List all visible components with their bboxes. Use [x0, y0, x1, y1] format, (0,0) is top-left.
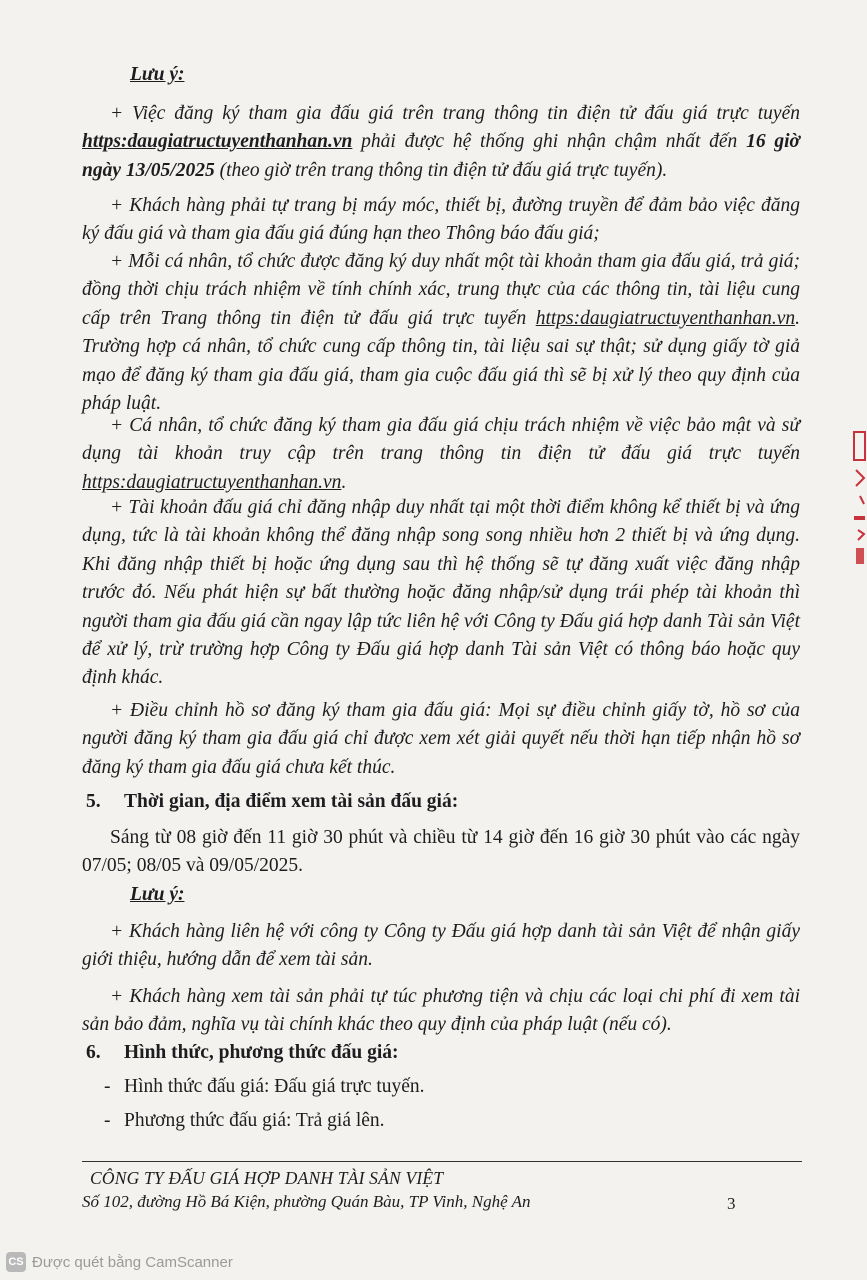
- bullet-item: [104, 1076, 425, 1098]
- note-item-single-account: [82, 248, 800, 418]
- note-text: . Trường hợp cá nhân, tổ chức cung cấp thông tin, tài liệu sai sự thật; sử dụng giấy tờ giả mạo để đăng ký tham gia đấu giá, tham gia cuộc đấu giá thì sẽ bị xử lý theo quy định của pháp luật.: [82, 307, 800, 415]
- section-5-body: [82, 824, 800, 881]
- camscanner-logo-icon: CS: [6, 1252, 26, 1272]
- website-link[interactable]: https:daugiatructuyenthanhan.vn: [535, 307, 796, 329]
- section-6-heading: [86, 1042, 399, 1064]
- note-text: + Điều chỉnh hồ sơ đăng ký tham gia đấu giá: Mọi sự điều chỉnh giấy tờ, hồ sơ của người đăng ký tham gia đấu giá chỉ được xem xét giải quyết nếu thời hạn tiếp nhận hồ sơ đăng ký tham gia đấu giá chưa kết thúc.: [82, 700, 800, 778]
- section-number: 6.: [86, 1042, 101, 1063]
- note-text: + Khách hàng liên hệ với công ty Công ty Đấu giá hợp danh tài sản Việt để nhận giấy giới thiệu, hướng dẫn để xem tài sản.: [82, 921, 800, 971]
- footer-divider: [82, 1161, 802, 1162]
- website-link[interactable]: https:daugiatructuyenthanhan.vn: [82, 471, 342, 493]
- section-title: Hình thức, phương thức đấu giá:: [124, 1042, 399, 1063]
- scanner-text: Được quét bằng CamScanner: [32, 1253, 233, 1271]
- dash-marker: -: [104, 1110, 111, 1131]
- note-text: + Cá nhân, tổ chức đăng ký tham gia đấu giá chịu trách nhiệm về việc bảo mật và sử dụng tài khoản truy cập trên trang thông tin điện tử đấu giá trực tuyến: [82, 415, 800, 465]
- note-item-account-security: [82, 412, 800, 497]
- section-title: Thời gian, địa điểm xem tài sản đấu giá:: [124, 791, 459, 812]
- bullet-text: Hình thức đấu giá: Đấu giá trực tuyến.: [124, 1076, 425, 1097]
- note-item-contact-company: [82, 918, 800, 975]
- note-item-login-policy: [82, 494, 800, 693]
- stamp-edge-mark: [848, 430, 867, 570]
- footer-address: Số 102, đường Hồ Bá Kiện, phường Quán Bàu, TP Vinh, Nghệ An: [82, 1192, 531, 1211]
- section-number: 5.: [86, 791, 101, 812]
- bullet-text: Phương thức đấu giá: Trả giá lên.: [124, 1110, 385, 1131]
- note-item-equipment: [82, 192, 800, 249]
- dash-marker: -: [104, 1076, 111, 1097]
- page-number: 3: [727, 1194, 736, 1213]
- note-text: (theo giờ trên trang thông tin điện tử đấu giá trực tuyến).: [214, 159, 668, 181]
- note-text: + Tài khoản đấu giá chỉ đăng nhập duy nhất tại một thời điểm không kể thiết bị và ứng dụng, tức là tài khoản không thể đăng nhập song song nhiều hơn 2 thiết bị và ứng dụng. Khi đăng nhập thiết bị hoặc ứng dụng sau thì hệ thống sẽ tự đăng xuất việc đăng nhập trước đó. Nếu phát hiện sự bất thường hoặc đăng nhập/sử dụng trái phép tài khoản thì người tham gia đấu giá cần ngay lập tức liên hệ với Công ty Đấu giá hợp danh Tài sản Việt để xử lý, trừ trường hợp Công ty Đấu giá hợp danh Tài sản Việt có thông báo hoặc quy định khác.: [82, 497, 800, 689]
- body-text: Sáng từ 08 giờ đến 11 giờ 30 phút và chiều từ 14 giờ đến 16 giờ 30 phút vào các ngày 07/05; 08/05 và 09/05/2025.: [82, 827, 800, 877]
- footer-company: CÔNG TY ĐẤU GIÁ HỢP DANH TÀI SẢN VIỆT: [90, 1168, 444, 1188]
- bullet-item: [104, 1110, 385, 1132]
- note-text: phải được hệ thống ghi nhận chậm nhất đến: [352, 131, 747, 153]
- deadline-text: 16 giờ ngày 13/05/2025: [82, 131, 800, 181]
- note-item-registration-deadline: [82, 100, 800, 185]
- camscanner-watermark: [6, 1252, 233, 1272]
- note-text: + Mỗi cá nhân, tổ chức được đăng ký duy nhất một tài khoản tham gia đấu giá, trả giá; đồng thời chịu trách nhiệm về tính chính xác, trung thực của các thông tin, tài liệu cung cấp trên Trang thông tin điện tử đấu giá trực tuyến: [82, 251, 800, 329]
- note-item-dossier-adjustment: [82, 697, 800, 782]
- note-item-viewing-costs: [82, 983, 800, 1040]
- note-text: + Khách hàng phải tự trang bị máy móc, thiết bị, đường truyền để đảm bảo việc đăng ký đấu giá và tham gia đấu giá đúng hạn theo Thông báo đấu giá;: [82, 195, 800, 245]
- note-text: + Khách hàng xem tài sản phải tự túc phương tiện và chịu các loại chi phí đi xem tài sản bảo đảm, nghĩa vụ tài chính khác theo quy định của pháp luật (nếu có).: [82, 986, 800, 1036]
- note-title: Lưu ý:: [130, 884, 185, 905]
- note-text: .: [341, 471, 347, 493]
- note-title: Lưu ý:: [130, 64, 185, 85]
- section-5-heading: [86, 791, 458, 813]
- note-text: + Việc đăng ký tham gia đấu giá trên trang thông tin điện tử đấu giá trực tuyến: [110, 103, 800, 124]
- website-link[interactable]: https:daugiatructuyenthanhan.vn: [82, 131, 353, 153]
